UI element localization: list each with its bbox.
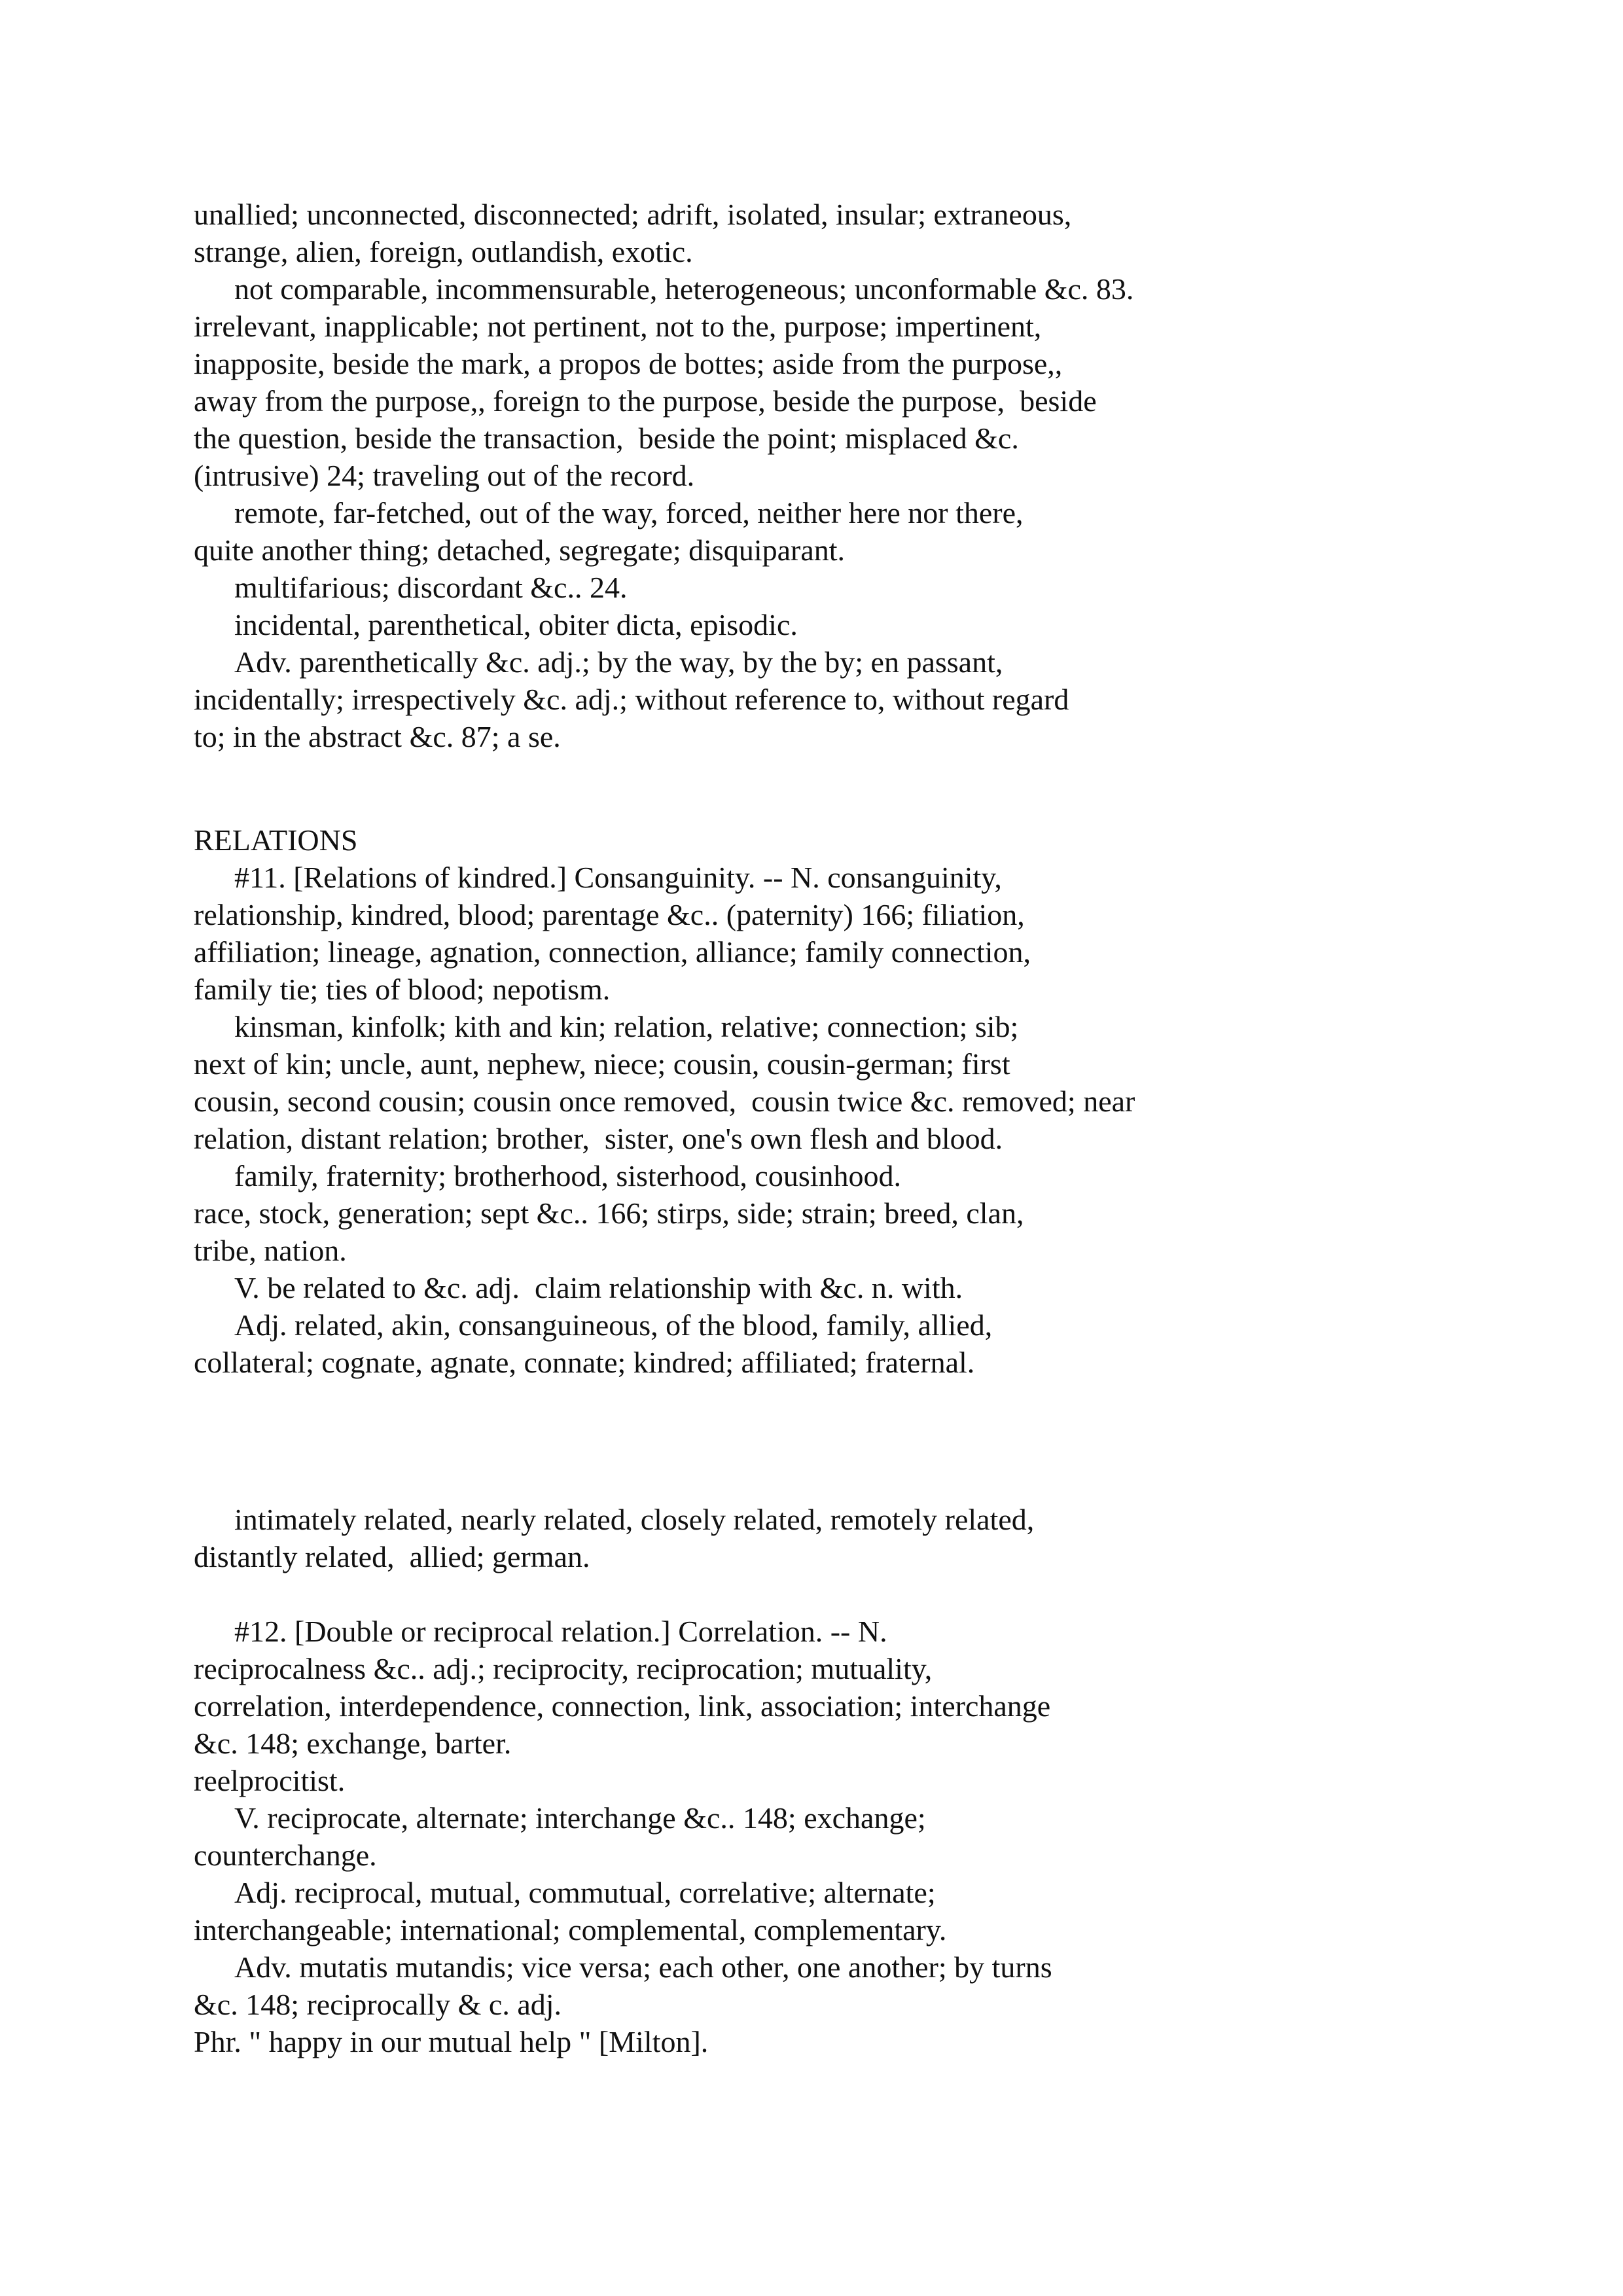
- text-line: quite another thing; detached, segregate; disquiparant.: [194, 533, 846, 567]
- text-line: counterchange.: [194, 1839, 377, 1872]
- section-heading: RELATIONS: [194, 823, 358, 857]
- text-line: #11. [Relations of kindred.] Consanguinity. -- N. consanguinity,: [234, 861, 1002, 894]
- text-line: relation, distant relation; brother, sister, one's own flesh and blood.: [194, 1122, 1003, 1155]
- text-line: reciprocalness &c.. adj.; reciprocity, reciprocation; mutuality,: [194, 1652, 933, 1685]
- text-line: family, fraternity; brotherhood, sisterhood, cousinhood.: [234, 1159, 902, 1193]
- text-line: Adv. mutatis mutandis; vice versa; each other, one another; by turns: [234, 1950, 1052, 1984]
- text-line: irrelevant, inapplicable; not pertinent, not to the, purpose; impertinent,: [194, 310, 1042, 343]
- text-line: inapposite, beside the mark, a propos de bottes; aside from the purpose,,: [194, 347, 1063, 380]
- text-line: &c. 148; exchange, barter.: [194, 1727, 512, 1760]
- text-line: &c. 148; reciprocally & c. adj.: [194, 1988, 562, 2021]
- text-line: tribe, nation.: [194, 1234, 347, 1267]
- text-line: (intrusive) 24; traveling out of the record.: [194, 459, 695, 492]
- text-line: #12. [Double or reciprocal relation.] Correlation. -- N.: [234, 1615, 887, 1648]
- text-line: distantly related, allied; german.: [194, 1540, 590, 1573]
- text-line: Phr. " happy in our mutual help " [Milton].: [194, 2025, 709, 2058]
- text-line: incidental, parenthetical, obiter dicta, episodic.: [234, 608, 798, 641]
- text-line: V. reciprocate, alternate; interchange &c.. 148; exchange;: [234, 1801, 926, 1835]
- text-line: race, stock, generation; sept &c.. 166; stirps, side; strain; breed, clan,: [194, 1196, 1024, 1230]
- text-line: away from the purpose,, foreign to the purpose, beside the purpose, beside: [194, 384, 1097, 418]
- text-line: to; in the abstract &c. 87; a se.: [194, 720, 561, 753]
- text-line: the question, beside the transaction, beside the point; misplaced &c.: [194, 422, 1019, 455]
- text-line: reelprocitist.: [194, 1764, 346, 1797]
- text-line: unallied; unconnected, disconnected; adrift, isolated, insular; extraneous,: [194, 198, 1072, 231]
- text-line: strange, alien, foreign, outlandish, exotic.: [194, 235, 693, 268]
- text-line: interchangeable; international; complemental, complementary.: [194, 1913, 947, 1946]
- text-line: Adv. parenthetically &c. adj.; by the way, by the by; en passant,: [234, 645, 1003, 679]
- text-line: remote, far-fetched, out of the way, forced, neither here nor there,: [234, 496, 1024, 529]
- text-line: Adj. reciprocal, mutual, commutual, correlative; alternate;: [234, 1876, 936, 1909]
- text-line: family tie; ties of blood; nepotism.: [194, 973, 611, 1006]
- text-line: V. be related to &c. adj. claim relationship with &c. n. with.: [234, 1271, 963, 1304]
- text-line: Adj. related, akin, consanguineous, of the blood, family, allied,: [234, 1308, 993, 1342]
- text-line: incidentally; irrespectively &c. adj.; without reference to, without regard: [194, 683, 1069, 716]
- text-line: relationship, kindred, blood; parentage &c.. (paternity) 166; filiation,: [194, 898, 1025, 931]
- text-line: cousin, second cousin; cousin once removed, cousin twice &c. removed; near: [194, 1085, 1135, 1118]
- text-line: intimately related, nearly related, closely related, remotely related,: [234, 1503, 1035, 1536]
- text-line: next of kin; uncle, aunt, nephew, niece; cousin, cousin-german; first: [194, 1047, 1010, 1081]
- text-line: collateral; cognate, agnate, connate; kindred; affiliated; fraternal.: [194, 1346, 975, 1379]
- text-line: affiliation; lineage, agnation, connection, alliance; family connection,: [194, 935, 1031, 969]
- text-line: not comparable, incommensurable, heterogeneous; unconformable &c. 83.: [234, 272, 1134, 306]
- text-line: kinsman, kinfolk; kith and kin; relation, relative; connection; sib;: [234, 1010, 1019, 1043]
- text-line: multifarious; discordant &c.. 24.: [234, 571, 628, 604]
- text-line: correlation, interdependence, connection, link, association; interchange: [194, 1689, 1051, 1723]
